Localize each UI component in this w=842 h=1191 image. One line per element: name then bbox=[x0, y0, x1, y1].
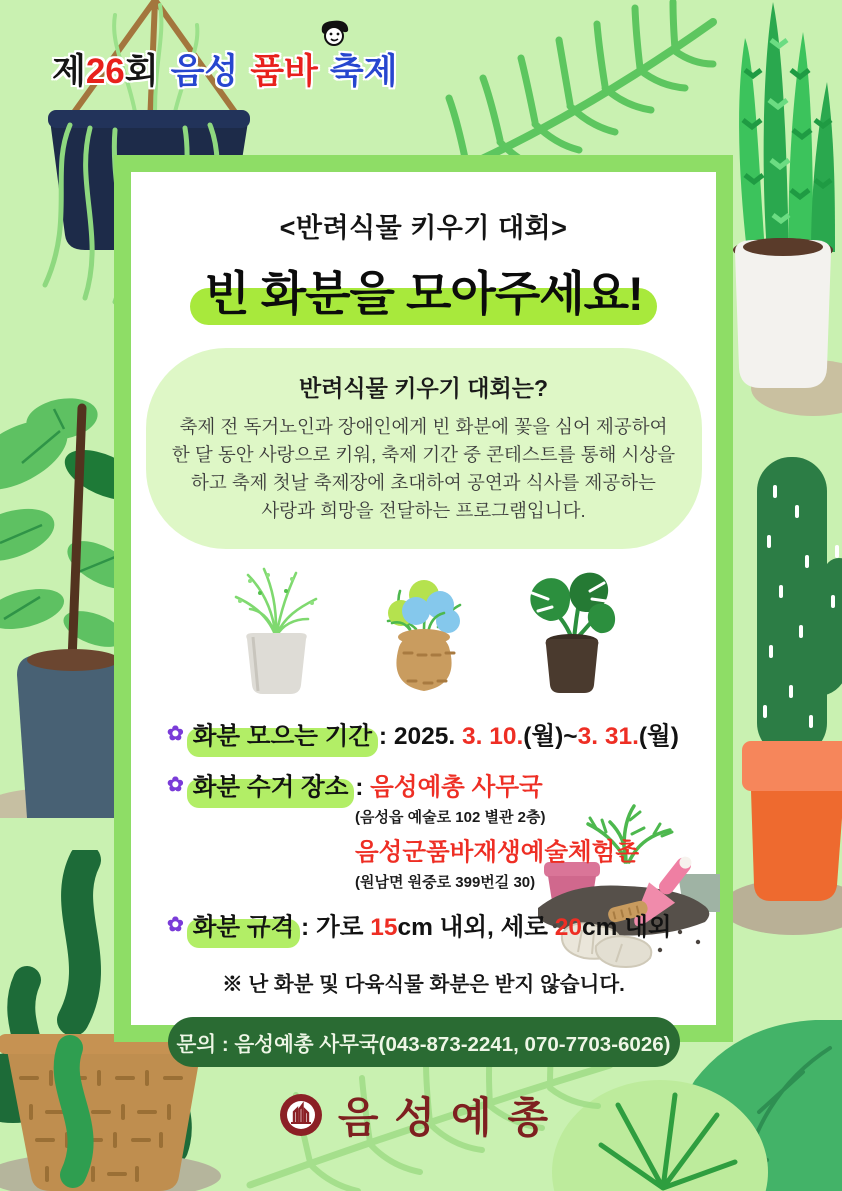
place-name-1: 음성예총 사무국 bbox=[370, 774, 543, 802]
colon: : bbox=[348, 774, 371, 802]
place-name-2: 음성군품바재생예술체험촌 bbox=[355, 839, 640, 867]
about-line: 사랑과 희망을 전달하는 프로그램입니다. bbox=[261, 500, 586, 522]
size-p3: cm 내외 bbox=[582, 914, 672, 942]
pumba-face-icon bbox=[318, 18, 352, 48]
info-row-size bbox=[167, 908, 716, 943]
logo-eumseong: 음성 bbox=[170, 52, 239, 91]
colon: : bbox=[294, 914, 317, 942]
colon: : bbox=[372, 723, 394, 751]
cactus-illustration bbox=[715, 445, 842, 950]
flower-bullet-icon: ✿ bbox=[167, 914, 184, 937]
fern-pot-illustration bbox=[220, 563, 332, 695]
about-line: 하고 축제 첫날 축제장에 초대하여 공연과 식사를 제공하는 bbox=[191, 472, 656, 494]
place-address-2: (원남면 원중로 399번길 30) bbox=[355, 874, 536, 892]
flower-pot-illustration bbox=[368, 563, 480, 695]
flower-bullet-icon: ✿ bbox=[167, 774, 184, 797]
period-label: 화분 모으는 기간 bbox=[193, 717, 372, 752]
about-line: 한 달 동안 사랑으로 키워, 축제 기간 중 콘테스트를 통해 시상을 bbox=[171, 444, 676, 466]
logo-chukje: 축제 bbox=[329, 52, 398, 91]
logo-counter: 회 bbox=[124, 52, 159, 91]
monstera-pot-illustration bbox=[516, 563, 628, 695]
period-year: 2025. bbox=[393, 723, 462, 751]
poster-card bbox=[114, 155, 733, 1057]
title-row bbox=[131, 257, 716, 324]
logo-pumba: 품바 bbox=[250, 52, 318, 91]
logo-prefix: 제 bbox=[52, 52, 86, 91]
period-end: 3. 31. bbox=[577, 723, 639, 751]
size-p2: cm 내외, 세로 bbox=[397, 914, 555, 942]
about-line: 축제 전 독거노인과 장애인에게 빈 화분에 꽃을 심어 제공하여 bbox=[179, 416, 668, 437]
size-p1: 가로 bbox=[316, 914, 371, 942]
logo-number: 26 bbox=[85, 52, 125, 91]
info-row-period bbox=[167, 717, 716, 752]
flower-bullet-icon: ✿ bbox=[167, 723, 184, 746]
page-title: 빈 화분을 모아주세요! bbox=[204, 267, 643, 320]
period-tail: (월) bbox=[638, 723, 679, 751]
size-height: 20 bbox=[554, 914, 583, 942]
about-box bbox=[146, 348, 702, 549]
size-width: 15 bbox=[370, 914, 398, 942]
about-heading: 반려식물 키우기 대회는? bbox=[298, 375, 548, 401]
festival-logo bbox=[52, 44, 397, 94]
plant-pots-row bbox=[131, 563, 716, 695]
info-row-place bbox=[167, 768, 716, 803]
organization-logo bbox=[0, 1085, 842, 1145]
place-address-1: (음성읍 예술로 102 별관 2층) bbox=[355, 809, 546, 827]
info-section bbox=[167, 717, 716, 943]
seal-icon bbox=[278, 1092, 324, 1138]
place-label: 화분 수거 장소 bbox=[193, 768, 349, 803]
contest-label: <반려식물 키우기 대회> bbox=[279, 213, 568, 243]
contact-bar: 문의 : 음성예총 사무국(043-873-2241, 070-7703-6026) bbox=[168, 1017, 680, 1067]
period-start: 3. 10. bbox=[461, 723, 524, 751]
size-label: 화분 규격 bbox=[193, 908, 294, 943]
period-mid: (월)~ bbox=[523, 723, 578, 751]
exclusion-note: ※ 난 화분 및 다육식물 화분은 받지 않습니다. bbox=[222, 973, 625, 997]
organization-name: 음성예총 bbox=[337, 1096, 565, 1142]
